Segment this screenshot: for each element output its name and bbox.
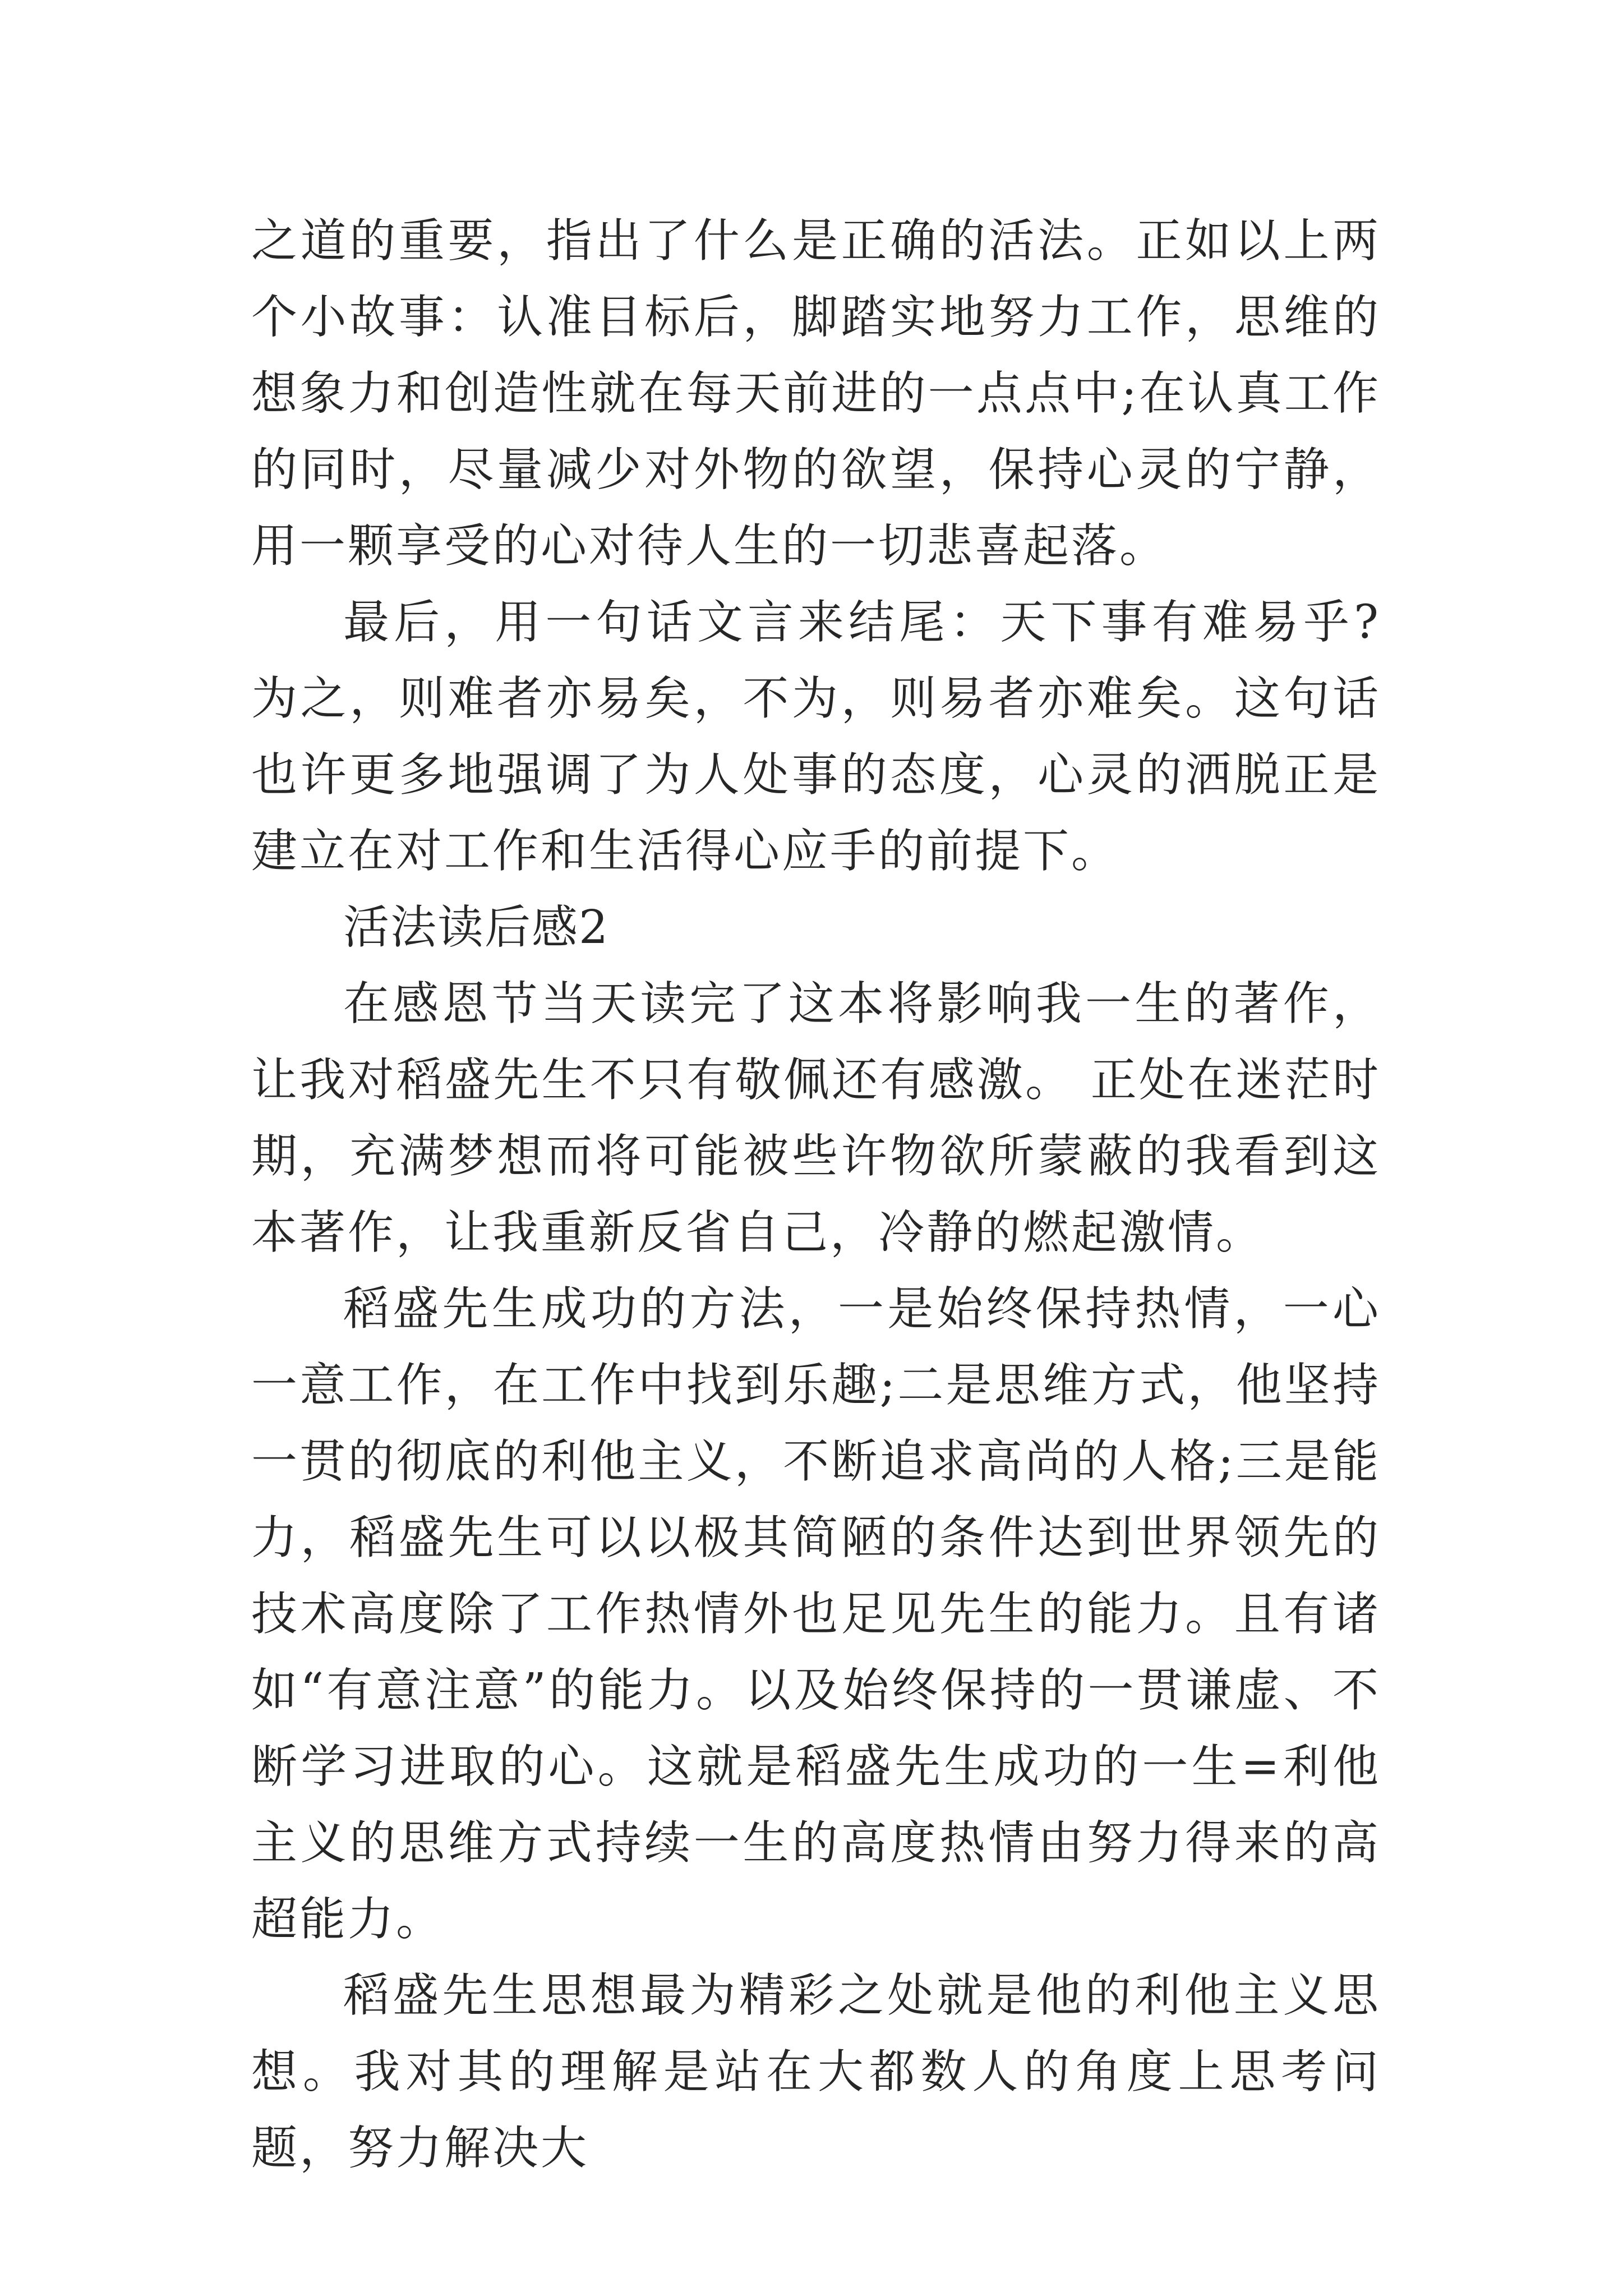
- section-heading: 活法读后感2: [343, 901, 610, 954]
- paragraph-continuation: 之道的重要，指出了什么是正确的活法。正如以上两个小故事：认准目标后，脚踏实地努力工作，思维的想象力和创造性就在每天前进的一点点中;在认真工作的同时，尽量减少对外物的欲望，保持心灵的宁静，用一颗享受的心对待人生的一切悲喜起落。: [251, 214, 1381, 573]
- document-body: [251, 203, 1381, 2187]
- paragraph-intro: 在感恩节当天读完了这本将影响我一生的著作，让我对稻盛先生不只有敬佩还有感激。 正处在迷茫时期，充满梦想而将可能被些许物欲所蒙蔽的我看到这本著作，让我重新反省自己，冷静的燃起激情。: [251, 977, 1381, 1259]
- paragraph-success-methods: 稻盛先生成功的方法，一是始终保持热情，一心一意工作，在工作中找到乐趣;二是思维方式，他坚持一贯的彻底的利他主义，不断追求高尚的人格;三是能力，稻盛先生可以以极其简陋的条件达到世界领先的技术高度除了工作热情外也足见先生的能力。且有诸如“有意注意”的能力。以及始终保持的一贯谦虚、不断学习进取的心。这就是稻盛先生成功的一生=利他主义的思维方式持续一生的高度热情由努力得来的高超能力。: [251, 1282, 1381, 1946]
- paragraph-conclusion: 最后，用一句话文言来结尾：天下事有难易乎?为之，则难者亦易矣，不为，则易者亦难矣。这句话也许更多地强调了为人处事的态度，心灵的洒脱正是建立在对工作和生活得心应手的前提下。: [251, 596, 1381, 878]
- paragraph-altruism: 稻盛先生思想最为精彩之处就是他的利他主义思想。我对其的理解是站在大都数人的角度上思考问题，努力解决大: [251, 1969, 1381, 2175]
